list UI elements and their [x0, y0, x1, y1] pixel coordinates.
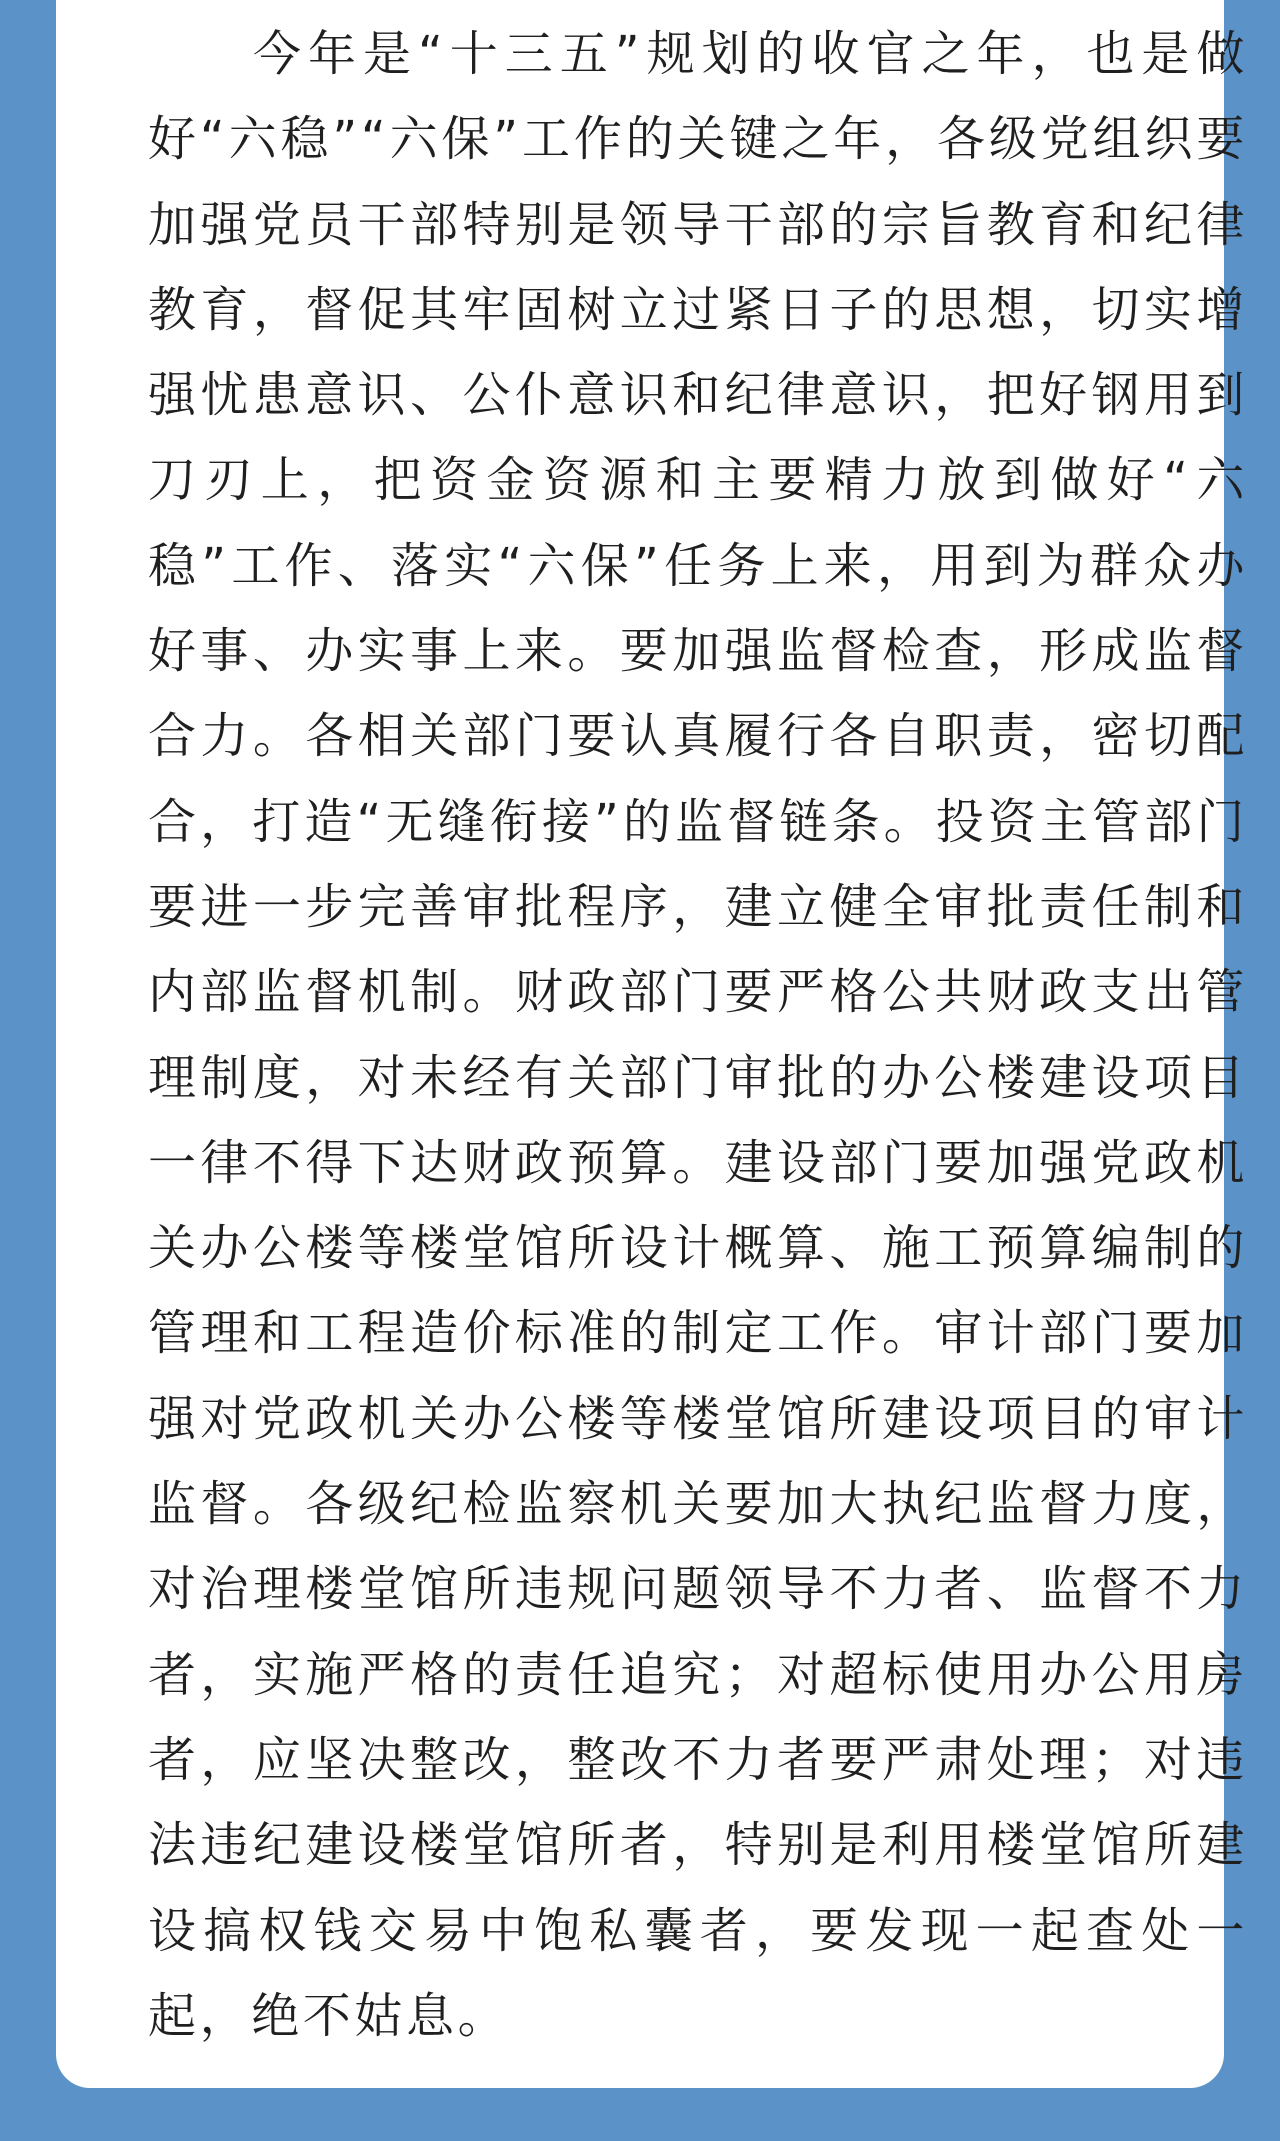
article-paragraph: 今年是“十三五”规划的收官之年，也是做好“六稳”“六保”工作的关键之年，各级党组织要加强党员干部特别是领导干部的宗旨教育和纪律教育，督促其牢固树立过紧日子的思想，切实增强忧患意识、公仆意识和纪律意识，把好钢用到刀刃上，把资金资源和主要精力放到做好“六稳”工作、落实“六保”任务上来，用到为群众办好事、办实事上来。要加强监督检查，形成监督合力。各相关部门要认真履行各自职责，密切配合，打造“无缝衔接”的监督链条。投资主管部门要进一步完善审批程序，建立健全审批责任制和内部监督机制。财政部门要严格公共财政支出管理制度，对未经有关部门审批的办公楼建设项目一律不得下达财政预算。建设部门要加强党政机关办公楼等楼堂馆所设计概算、施工预算编制的管理和工程造价标准的制定工作。审计部门要加强对党政机关办公楼等楼堂馆所建设项目的审计监督。各级纪检监察机关要加大执纪监督力度，对治理楼堂馆所违规问题领导不力者、监督不力者，实施严格的责任追究；对超标使用办公用房者，应坚决整改，整改不力者要严肃处理；对违法违纪建设楼堂馆所者，特别是利用楼堂馆所建设搞权钱交易中饱私囊者，要发现一起查处一起，绝不姑息。	[148, 26, 1248, 2044]
article-card	[56, 0, 1248, 2088]
